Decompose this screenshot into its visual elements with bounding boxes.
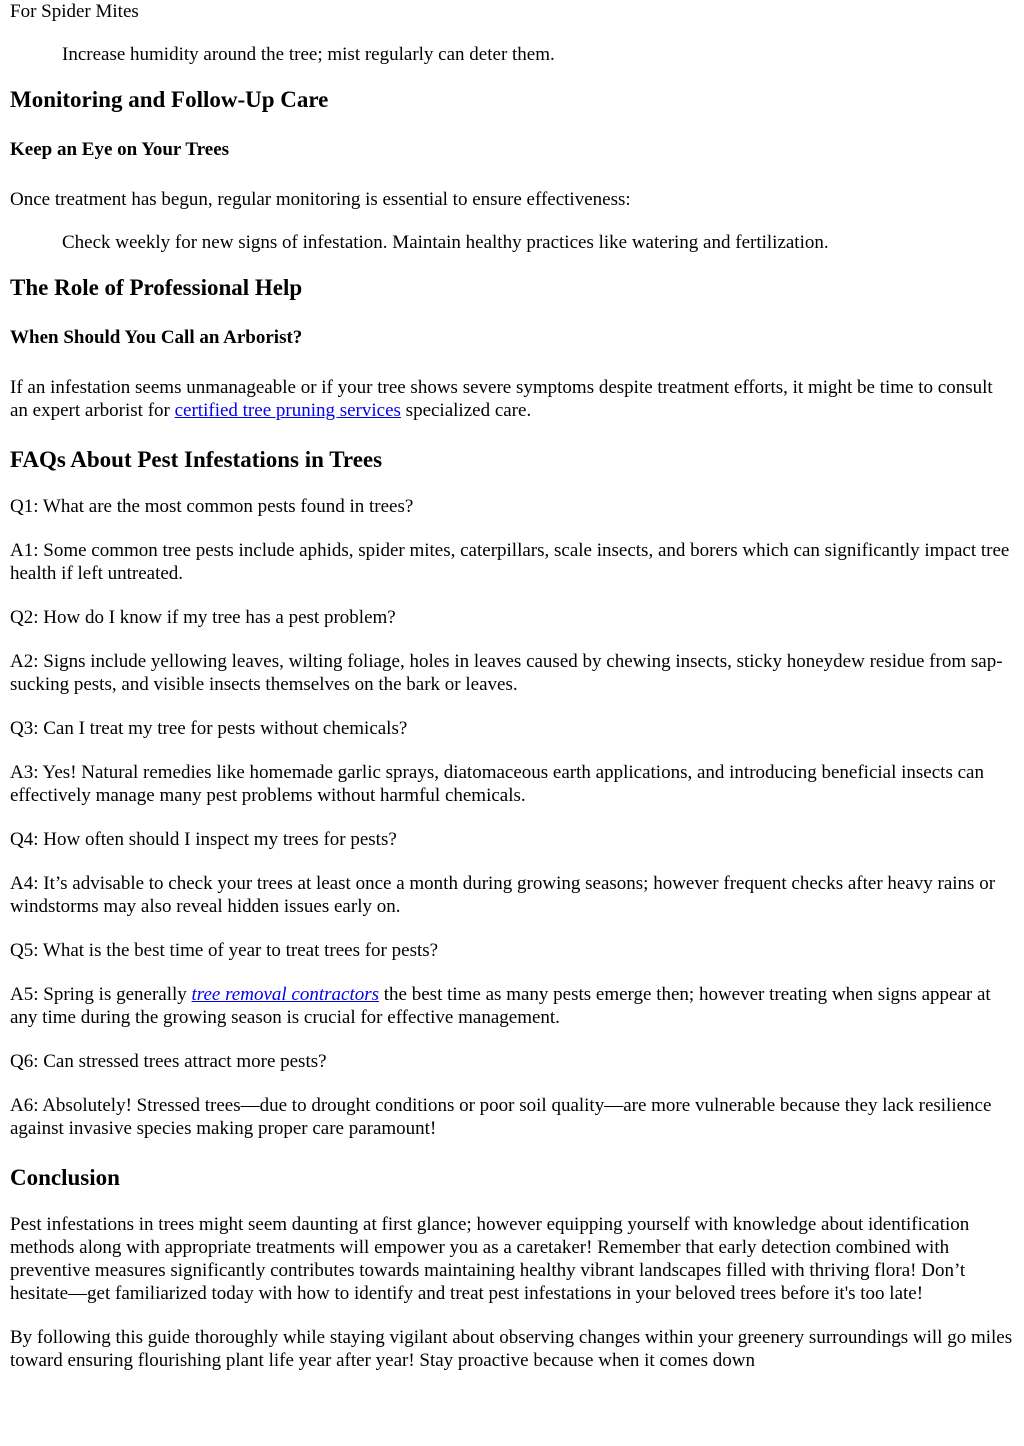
faq-a5 <box>10 983 1014 1029</box>
professional-heading: The Role of Professional Help <box>10 275 303 300</box>
monitoring-subheading: Keep an Eye on Your Trees <box>10 139 230 160</box>
faq-a5-text-after: the best time as many pests emerge then; however treating when signs appear at any time during the growing season is crucial for effective management. <box>10 984 991 1028</box>
faq-q1: Q1: What are the most common pests found in trees? <box>10 496 414 517</box>
conclusion-heading: Conclusion <box>10 1165 120 1190</box>
faq-a4: A4: It’s advisable to check your trees at least once a month during growing seasons; however frequent checks after heavy rains or windstorms may also reveal hidden issues early on. <box>10 873 996 917</box>
faq-q6: Q6: Can stressed trees attract more pests? <box>10 1051 327 1072</box>
faq-a5-text-before: A5: Spring is generally <box>10 984 192 1005</box>
certified-tree-pruning-link[interactable]: certified tree pruning services <box>174 400 401 421</box>
conclusion-paragraph-1: Pest infestations in trees might seem daunting at first glance; however equipping yourself with knowledge about identification methods along with appropriate treatments will empower you as a caretaker! Remember that early detection combined with preventive measures significantly contributes towards maintaining healthy vibrant landscapes filled with thriving flora! Don’t hesitate—get familiarized today with how to identify and treat pest infestations in your beloved trees before it's too late! <box>10 1214 970 1304</box>
professional-text-before: If an infestation seems unmanageable or if your tree shows severe symptoms despite treatment efforts, it might be time to consult an expert arborist for <box>10 377 993 421</box>
conclusion-paragraph-2: By following this guide thoroughly while staying vigilant about observing changes within your greenery surroundings will go miles toward ensuring flourishing plant life year after year! Stay proactive because when it comes down <box>10 1327 1013 1371</box>
faq-a3: A3: Yes! Natural remedies like homemade garlic sprays, diatomaceous earth applications, and introducing beneficial insects can effectively manage many pest problems without harmful chemicals. <box>10 762 984 806</box>
faqs-heading: FAQs About Pest Infestations in Trees <box>10 447 383 472</box>
faq-q5: Q5: What is the best time of year to treat trees for pests? <box>10 940 439 961</box>
spider-mites-tip: Increase humidity around the tree; mist regularly can deter them. <box>62 44 555 65</box>
monitoring-heading: Monitoring and Follow-Up Care <box>10 87 329 112</box>
professional-subheading: When Should You Call an Arborist? <box>10 327 303 348</box>
monitoring-intro: Once treatment has begun, regular monitoring is essential to ensure effectiveness: <box>10 189 631 210</box>
professional-paragraph <box>10 376 1014 422</box>
professional-text-after: specialized care. <box>400 400 532 421</box>
spider-mites-label: For Spider Mites <box>10 1 139 22</box>
faq-a2: A2: Signs include yellowing leaves, wilting foliage, holes in leaves caused by chewing insects, sticky honeydew residue from sap-sucking pests, and visible insects themselves on the bark or leaves. <box>10 651 1003 695</box>
faq-q2: Q2: How do I know if my tree has a pest problem? <box>10 607 396 628</box>
tree-removal-contractors-link[interactable]: tree removal contractors <box>191 984 380 1005</box>
faq-q4: Q4: How often should I inspect my trees for pests? <box>10 829 397 850</box>
faq-a6: A6: Absolutely! Stressed trees—due to drought conditions or poor soil quality—are more vulnerable because they lack resilience against invasive species making proper care paramount! <box>10 1095 992 1139</box>
monitoring-tips: Check weekly for new signs of infestation. Maintain healthy practices like watering and fertilization. <box>62 232 829 253</box>
faq-a1: A1: Some common tree pests include aphids, spider mites, caterpillars, scale insects, and borers which can significantly impact tree health if left untreated. <box>10 540 1010 584</box>
faq-q3: Q3: Can I treat my tree for pests without chemicals? <box>10 718 408 739</box>
